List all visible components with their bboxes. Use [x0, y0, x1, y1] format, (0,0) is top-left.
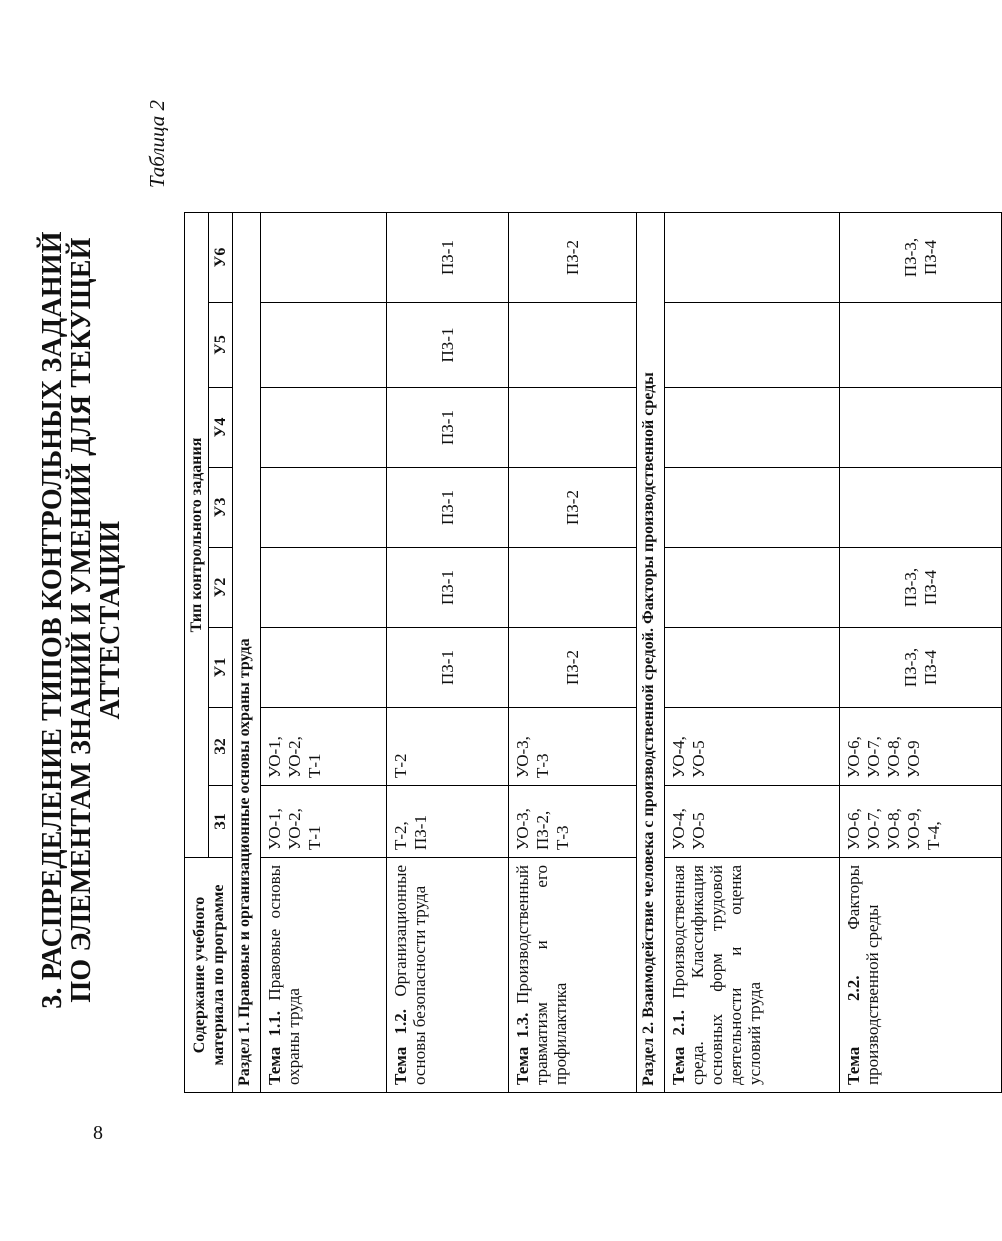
table-cell — [387, 213, 509, 303]
table-cell — [261, 786, 387, 858]
cell-line: УО-9, — [904, 808, 923, 850]
table-cell — [840, 388, 1002, 468]
cell-line: ПЗ-2 — [562, 240, 582, 275]
cell-line: ПЗ-1 — [437, 327, 457, 363]
section-title: Раздел 1. Правовые и организационные основы охраны труда — [233, 213, 261, 1093]
table-cell — [387, 628, 509, 708]
topic-cell — [261, 858, 387, 1093]
cell-line: УО-4, — [669, 808, 688, 850]
header-content: Содержание учебного материала по программе — [185, 858, 233, 1093]
table-cell — [509, 786, 637, 858]
table-cell — [840, 628, 1002, 708]
cell-line: УО-2, — [285, 808, 304, 850]
cell-line: ПЗ-1 — [437, 410, 457, 445]
table-cell — [509, 708, 637, 786]
topic-text: Организационные основы безопасности труда — [391, 865, 429, 1085]
cell-line: УО-8, — [884, 736, 903, 778]
cell-line: Т-2 — [391, 753, 410, 778]
cell-line: УО-5 — [689, 740, 708, 778]
table-cell — [387, 548, 509, 628]
table-cell — [840, 468, 1002, 548]
cell-line: УО-1, — [265, 736, 284, 778]
table-cell — [665, 388, 840, 468]
cell-line: Т-3 — [553, 825, 572, 850]
cell-line: УО-2, — [285, 736, 304, 778]
table-cell — [665, 548, 840, 628]
table-cell — [665, 213, 840, 303]
table-cell — [387, 786, 509, 858]
cell-line: УО-8, — [884, 808, 903, 850]
table-cell — [387, 468, 509, 548]
table-cell — [261, 213, 387, 303]
topic-label: Тема 2.1. — [669, 1009, 688, 1085]
table-cell — [261, 303, 387, 388]
cell-line: Т-1 — [305, 753, 324, 778]
table-cell — [509, 303, 637, 388]
topic-text: Производственная среда. Классификация основных форм трудовой деятельности и оценка условий труда — [669, 865, 764, 1085]
column-header: У5 — [209, 303, 233, 388]
table-cell — [387, 708, 509, 786]
cell-line: ПЗ-2 — [562, 490, 582, 525]
table-caption: Таблица 2 — [145, 100, 169, 189]
topic-label: Тема 2.2. — [844, 975, 863, 1085]
cell-line: Т-3 — [533, 753, 552, 778]
topic-text: Производственный травматизм и его профилактика — [513, 865, 570, 1085]
cell-line: ПЗ-2, — [533, 810, 552, 850]
table-cell — [509, 388, 637, 468]
column-header: У6 — [209, 213, 233, 303]
section-row — [233, 213, 261, 1093]
cell-line: УО-1, — [265, 808, 284, 850]
title-line: АТТЕСТАЦИИ — [95, 520, 126, 720]
table-cell — [840, 708, 1002, 786]
cell-line: ПЗ-3, — [900, 567, 920, 608]
cell-line: ПЗ-1 — [437, 490, 457, 525]
cell-line: УО-9 — [904, 740, 923, 778]
table-cell — [509, 213, 637, 303]
table-cell — [261, 388, 387, 468]
cell-line: УО-6, — [844, 808, 863, 850]
table-row — [261, 213, 387, 1093]
column-header: У2 — [209, 548, 233, 628]
cell-line: УО-7, — [864, 808, 883, 850]
section-row — [637, 213, 665, 1093]
table-cell — [665, 468, 840, 548]
table-row — [665, 213, 840, 1093]
topic-label: Тема 1.2. — [391, 1008, 410, 1085]
table-cell — [509, 548, 637, 628]
cell-line: ПЗ-3, — [900, 647, 920, 688]
table-cell — [840, 213, 1002, 303]
topic-cell — [840, 858, 1002, 1093]
table-cell — [261, 548, 387, 628]
cell-line: ПЗ-1 — [411, 815, 430, 850]
table-cell — [509, 628, 637, 708]
table-cell — [509, 468, 637, 548]
cell-line: УО-3, — [513, 736, 532, 778]
table-cell — [665, 786, 840, 858]
cell-line: ПЗ-1 — [437, 240, 457, 275]
topic-label: Тема 1.3. — [513, 1012, 532, 1085]
table-cell — [665, 628, 840, 708]
cell-line: ПЗ-4 — [920, 650, 940, 685]
column-header: З1 — [209, 786, 233, 858]
topic-cell — [509, 858, 637, 1093]
section-title: Раздел 2. Взаимодействие человека с производственной средой. Факторы производственной среды — [637, 213, 665, 1093]
header-task-type: Тип контрольного задания — [185, 213, 209, 858]
column-header: У1 — [209, 628, 233, 708]
cell-line: ПЗ-2 — [562, 650, 582, 685]
control-tasks-table — [184, 212, 1002, 1093]
cell-line: УО-3, — [513, 808, 532, 850]
cell-line: ПЗ-4 — [920, 240, 940, 275]
table-cell — [665, 303, 840, 388]
table-cell — [840, 303, 1002, 388]
cell-line: Т-4, — [924, 821, 943, 850]
cell-line: ПЗ-1 — [437, 650, 457, 685]
cell-line: Т-1 — [305, 825, 324, 850]
column-header: У3 — [209, 468, 233, 548]
topic-label: Тема 1.1. — [265, 1010, 284, 1085]
table-cell — [261, 708, 387, 786]
table-row — [387, 213, 509, 1093]
topic-text: Правовые основы охраны труда — [265, 864, 303, 1085]
table-cell — [665, 708, 840, 786]
topic-cell — [665, 858, 840, 1093]
table-cell — [840, 786, 1002, 858]
table-cell — [387, 388, 509, 468]
page-number: 8 — [93, 1122, 103, 1144]
title-line: ПО ЭЛЕМЕНТАМ ЗНАНИЙ И УМЕНИЙ ДЛЯ ТЕКУЩЕЙ — [66, 237, 97, 1003]
title-line: 3. РАСПРЕДЕЛЕНИЕ ТИПОВ КОНТРОЛЬНЫХ ЗАДАНИЙ — [37, 231, 68, 1009]
rotated-page-content — [37, 100, 943, 1140]
cell-line: ПЗ-4 — [920, 570, 940, 605]
cell-line: Т-2, — [391, 821, 410, 850]
table-row — [840, 213, 1002, 1093]
table-row — [509, 213, 637, 1093]
column-header: У4 — [209, 388, 233, 468]
topic-cell — [387, 858, 509, 1093]
cell-line: УО-6, — [844, 736, 863, 778]
page-title — [38, 100, 125, 1140]
column-header: З2 — [209, 708, 233, 786]
cell-line: УО-5 — [689, 812, 708, 850]
cell-line: УО-7, — [864, 736, 883, 778]
table-cell — [840, 548, 1002, 628]
topic-text: Факторы производственной среды — [844, 865, 882, 1085]
table-cell — [261, 468, 387, 548]
cell-line: ПЗ-3, — [900, 237, 920, 278]
table-cell — [261, 628, 387, 708]
cell-line: УО-4, — [669, 736, 688, 778]
table-cell — [387, 303, 509, 388]
cell-line: ПЗ-1 — [437, 570, 457, 605]
